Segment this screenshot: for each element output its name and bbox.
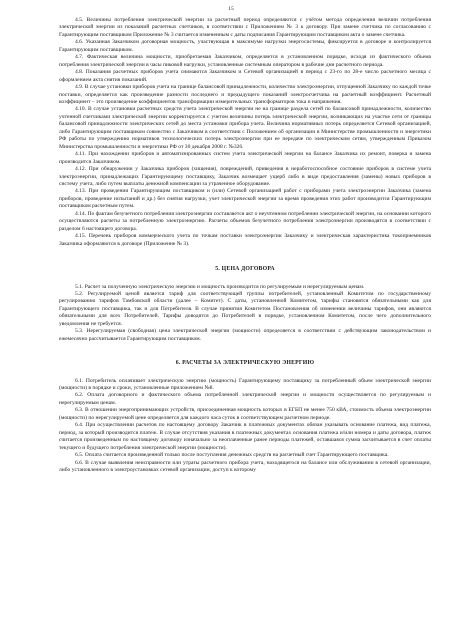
clause-4-9: 4.9. В случае установки приборов учета на границе балансовой принадлежности, количество электроэнергии, отпущенной Заказчику по каждой точке поставки, определяется как произведение разности последнего и предыдущего показаний электросчетчика на расчетный коэффициент. Расчетный коэффициент – это произведение коэффициентов трансформации измерительных трансформаторов тока и напряжения.: [59, 84, 431, 105]
clause-6-4: 6.4. При осуществлении расчетов по настоящему договору Заказчик в платежных документах обязан указывать основание платежа, вид платежа, период, за который производится платеж. В случае отсутствия указания в платежных документах основания платежа и/или номера и даты договора, платеж считается произведенным по настоящему договору изначально за неоплаченные ранее периоды платежей, оставшаяся сумма засчитывается в счет оплаты текущего и будущего потребления электрической энергии (мощности).: [59, 422, 431, 451]
clause-4-7: 4.7. Фактическая величина мощности, приобретаемая Заказчиком, определяется в установленном порядке, исходя из фактического объема потребления электрической энергии в часы пиковой нагрузки, установленные системным оператором в рабочие дни расчетного периода.: [59, 54, 431, 68]
clause-4-12: 4.12. При обнаружении у Заказчика приборов (хищения), повреждений, приведения в неработоспособное состояние приборов в системе учета электроэнергии, принадлежащих Гарантирующему поставщику, Заказчик возмещает ущерб либо в виде предоставления (замены) новых приборов в систему учета, либо путем выплаты денежной компенсации за утраченное оборудование.: [59, 166, 431, 187]
page-number: 15: [228, 6, 234, 12]
clause-4-13: 4.13. При проведении Гарантирующим поставщиком и (или) Сетевой организацией работ с приборами учета электроэнергии Заказчика (замена приборов, проведение испытаний и др.) без снятия нагрузки, учет электрической энергии за время проведения этих работ производится Гарантирующим поставщиком расчетным путем.: [59, 188, 431, 210]
clause-4-11: 4.11. При нахождении приборов и автоматизированных систем учета электрической энергии на балансе Заказчика их ремонт, поверка и замена производится Заказчиком.: [59, 151, 431, 165]
clause-4-14: 4.14. По фактам безучетного потребления электроэнергии составляется акт о неучтенном потреблении электрической энергии, на основании которого осуществляются расчеты за потребленную электроэнергию. Расчеты объемов безучетного потребления электроэнергии производятся в соответствии с разделом 6 настоящего договора.: [59, 210, 431, 232]
clause-5-3: 5.3. Нерегулируемая (свободная) цена электрической энергии (мощности) определяется в соответствии с действующим законодательством и ежемесячно рассчитывается Гарантирующим поставщиком.: [59, 328, 431, 342]
clause-4-6: 4.6. Указанная Заказчиком договорная мощность, участвующая в максимуме нагрузки энергосистемы, фиксируется в договоре и контролируется Гарантирующим поставщиком.: [59, 39, 431, 53]
clause-4-10: 4.10. В случае установки расчетных средств учета электрической энергии не на границе раздела сетей по балансовой принадлежности, количество учтенной счетчиками электрической энергии корректируется с учетом величины потерь электрической энергии, возникающих на участке сети от границы балансовой принадлежности электрических сетей до места установки прибора учета. Величина нормативных потерь определяется Сетевой организацией, либо Гарантирующим поставщиком совместно с Заказчиком в соответствии с Положением об организации в Министерстве промышленности и энергетики РФ работы по утверждению нормативов технологических потерь электроэнергии при ее передаче по электрическим сетям, утвержденным Приказом Министерства промышленности и энергетики РФ от 30 декабря 2008 г. №326.: [59, 106, 431, 150]
contract-text: [59, 17, 431, 474]
clause-4-15: 4.15. Перечень приборов коммерческого учета по точкам поставки электроэнергии Заказчику и электрическая характеристика токоприемников Заказчика оформляются в договоре (Приложение № 3).: [59, 233, 431, 247]
section-6-heading: 6. РАСЧЕТЫ ЗА ЭЛЕКТРИЧЕСКУЮ ЭНЕРГИЮ: [175, 360, 315, 367]
clause-6-2: 6.2. Оплата договорного и фактического объема потребленной электрической энергии и мощности осуществляется по регулируемым и нерегулируемым ценам.: [59, 392, 431, 406]
clause-6-6: 6.6. В случае выявления неисправности или утраты расчетного прибора учета, находящегося на балансе или обслуживании в сетевой организации, либо установленного в электроустановках сетевой организации, доступ к которому: [59, 459, 431, 474]
clause-6-5: 6.5. Оплата считается произведенной только после поступления денежных средств на расчетный счет Гарантирующего поставщика.: [75, 452, 389, 459]
clause-6-3: 6.3. В отношении энергопринимающих устройств, присоединенная мощность которых в ЕГБП не менее 750 кВА, стоимость объема электроэнергии (мощности) по нерегулируемой цене определяется для каждого часа суток в соответствующем расчетном периоде.: [59, 407, 431, 421]
clause-6-1: 6.1. Потребитель оплачивает электрическую энергию (мощность) Гарантирующему поставщику за потребленный объем электрической энергии (мощности) в порядке и сроки, установленные приложением №8.: [59, 377, 431, 392]
section-5-heading: 5. ЦЕНА ДОГОВОРА: [215, 266, 275, 273]
clause-5-2: 5.2. Регулируемой ценой является тариф для соответствующей группы потребителей, установленный Комитетом по государственному регулированию тарифов Тамбовской области (далее – Комитет). С даты, установленной Комитетом, тарифы становятся обязательными как для Гарантирующего поставщика, так и для Потребителя. В случае принятия Комитетом Постановления об изменении величины тарифов, они являются обязательными для всех Потребителей. Тарифы доводятся до Потребителей в порядке, установленном Комитетом, после чего дополнительного уведомления не требуется.: [59, 290, 431, 327]
clause-5-1: 5.1. Расчет за полученную электрическую энергию и мощность производится по регулируемым и нерегулируемым ценам.: [75, 283, 365, 290]
clause-4-8: 4.8. Показания расчетных приборов учета снимаются Заказчиком и Сетевой организацией в период с 23-го по 28-е число расчетного месяца с оформлением акта снятия показаний.: [59, 69, 431, 83]
clause-4-5: 4.5. Величины потребления электрической энергии за расчетный период определяются с учётом метода определения величин потребления электрической энергии из показаний расчетных счетчиков, в соответствии с Приложением № 3 к договору. При замене счетчика по согласованию с Гарантирующим поставщиком Приложение № 3 считается измененным с даты подписания Гарантирующим поставщиком акта о замене счетчика.: [59, 17, 431, 38]
